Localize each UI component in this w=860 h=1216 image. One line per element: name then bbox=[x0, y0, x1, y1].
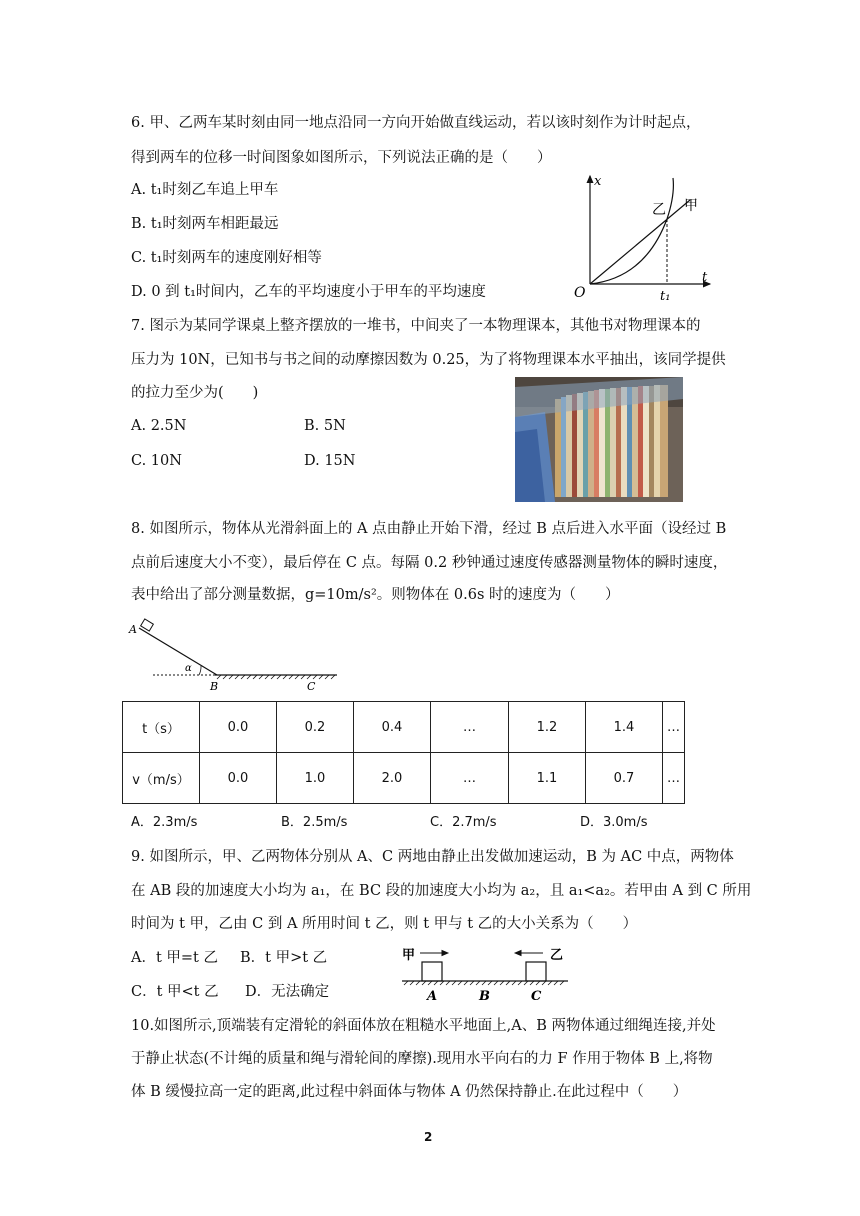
q8-stem-line3: 表中给出了部分测量数据，g=10m/s²。则物体在 0.6s 时的速度为（ ） bbox=[131, 587, 620, 603]
label-a: A bbox=[129, 623, 137, 636]
origin-label: O bbox=[574, 285, 586, 301]
label-alpha: α bbox=[185, 663, 192, 674]
table-cell: 1.2 bbox=[509, 702, 586, 753]
label-yi: 乙 bbox=[550, 948, 564, 963]
table-cell: … bbox=[431, 753, 509, 804]
table-cell: 0.2 bbox=[277, 702, 354, 753]
label-c: C bbox=[531, 989, 542, 1004]
jia-label: 甲 bbox=[684, 198, 698, 214]
q7-stem-line1: 7. 图示为某同学课桌上整齐摆放的一堆书，中间夹了一本物理课本，其他书对物理课本的 bbox=[131, 318, 701, 334]
table-cell: 1.0 bbox=[277, 753, 354, 804]
label-c: C bbox=[307, 680, 316, 693]
q7-stem-line2: 压力为 10N，已知书与书之间的动摩擦因数为 0.25，为了将物理课本水平抽出，该同学提供 bbox=[131, 352, 726, 368]
q7-stem-line3: 的拉力至少为( ) bbox=[131, 385, 259, 401]
q9-stem-line3: 时间为 t 甲，乙由 C 到 A 所用时间 t 乙，则 t 甲与 t 乙的大小关系为（ ） bbox=[131, 916, 638, 932]
q7-option-c: C. 10N bbox=[131, 453, 182, 469]
table-cell: 0.4 bbox=[354, 702, 431, 753]
label-a: A bbox=[427, 989, 438, 1004]
table-cell: 2.0 bbox=[354, 753, 431, 804]
table-cell: … bbox=[663, 753, 685, 804]
q8-option-a: A．2.3m/s bbox=[131, 815, 198, 830]
table-cell: … bbox=[431, 702, 509, 753]
q10-stem-line1: 10.如图所示,顶端装有定滑轮的斜面体放在粗糙水平地面上,A、B 两物体通过细绳连接,并处 bbox=[131, 1018, 716, 1034]
q8-incline-diagram bbox=[125, 615, 345, 695]
table-cell: … bbox=[663, 702, 685, 753]
q6-displacement-time-graph bbox=[560, 170, 720, 305]
q8-stem-line2: 点前后速度大小不变），最后停在 C 点。每隔 0.2 秒钟通过速度传感器测量物体的瞬时速度， bbox=[131, 555, 728, 571]
q7-option-a: A. 2.5N bbox=[131, 418, 187, 434]
q7-option-b: B. 5N bbox=[304, 418, 346, 434]
x-axis-label: x bbox=[594, 174, 602, 189]
table-cell: 1.1 bbox=[509, 753, 586, 804]
q7-option-d: D. 15N bbox=[304, 453, 356, 469]
q8-option-b: B．2.5m/s bbox=[281, 815, 348, 830]
q9-stem-line2: 在 AB 段的加速度大小均为 a₁，在 BC 段的加速度大小均为 a₂，且 a₁<a₂。若甲由 A 到 C 所用 bbox=[131, 883, 752, 899]
q6-option-a: A. t₁时刻乙车追上甲车 bbox=[131, 182, 279, 198]
table-cell: t（s） bbox=[123, 702, 200, 753]
q7-book-stack-photo bbox=[515, 377, 683, 502]
q9-option-d: D．无法确定 bbox=[245, 984, 330, 1000]
q6-option-b: B. t₁时刻两车相距最远 bbox=[131, 216, 279, 232]
table-row bbox=[123, 753, 685, 804]
q9-option-b: B．t 甲>t 乙 bbox=[240, 950, 328, 966]
alpha-arc bbox=[199, 666, 201, 675]
q9-track-diagram bbox=[400, 940, 572, 1004]
table-cell: 0.7 bbox=[586, 753, 663, 804]
q6-stem-line1: 6. 甲、乙两车某时刻由同一地点沿同一方向开始做直线运动，若以该时刻作为计时起点， bbox=[131, 115, 701, 131]
block-yi bbox=[526, 962, 546, 981]
q6-option-d: D. 0 到 t₁时间内，乙车的平均速度小于甲车的平均速度 bbox=[131, 284, 486, 300]
q9-option-c: C．t 甲<t 乙 bbox=[131, 984, 219, 1000]
q8-option-c: C．2.7m/s bbox=[430, 815, 497, 830]
q10-stem-line3: 体 B 缓慢拉高一定的距离,此过程中斜面体与物体 A 仍然保持静止.在此过程中（ ） bbox=[131, 1084, 688, 1100]
jia-line bbox=[590, 200, 690, 284]
yi-curve bbox=[590, 178, 673, 284]
table-cell: 1.4 bbox=[586, 702, 663, 753]
block-jia bbox=[422, 962, 442, 981]
q9-option-a: A．t 甲=t 乙 bbox=[131, 950, 218, 966]
q10-stem-line2: 于静止状态(不计绳的质量和绳与滑轮间的摩擦).现用水平向右的力 F 作用于物体 B 上,将物 bbox=[131, 1051, 713, 1067]
table-cell: v（m/s） bbox=[123, 753, 200, 804]
q8-stem-line1: 8. 如图所示，物体从光滑斜面上的 A 点由静止开始下滑，经过 B 点后进入水平面（设经过 B bbox=[131, 521, 727, 537]
table-cell: 0.0 bbox=[200, 702, 277, 753]
label-jia: 甲 bbox=[402, 948, 416, 963]
label-b: B bbox=[210, 680, 219, 693]
table-row bbox=[123, 702, 685, 753]
q8-option-d: D．3.0m/s bbox=[580, 815, 648, 830]
t1-label: t₁ bbox=[660, 289, 671, 304]
incline-surface bbox=[139, 628, 217, 675]
page-number: 2 bbox=[424, 1130, 433, 1144]
q6-stem-line2: 得到两车的位移一时间图象如图所示，下列说法正确的是（ ） bbox=[131, 150, 552, 166]
q8-velocity-table bbox=[122, 701, 685, 804]
q9-stem-line1: 9. 如图所示，甲、乙两物体分别从 A、C 两地由静止出发做加速运动，B 为 AC 中点，两物体 bbox=[131, 849, 734, 865]
label-b: B bbox=[479, 989, 490, 1004]
yi-label: 乙 bbox=[652, 202, 666, 218]
q6-option-c: C. t₁时刻两车的速度刚好相等 bbox=[131, 250, 322, 266]
t-axis-label: t bbox=[702, 270, 708, 285]
block-at-a bbox=[141, 619, 154, 631]
table-cell: 0.0 bbox=[200, 753, 277, 804]
